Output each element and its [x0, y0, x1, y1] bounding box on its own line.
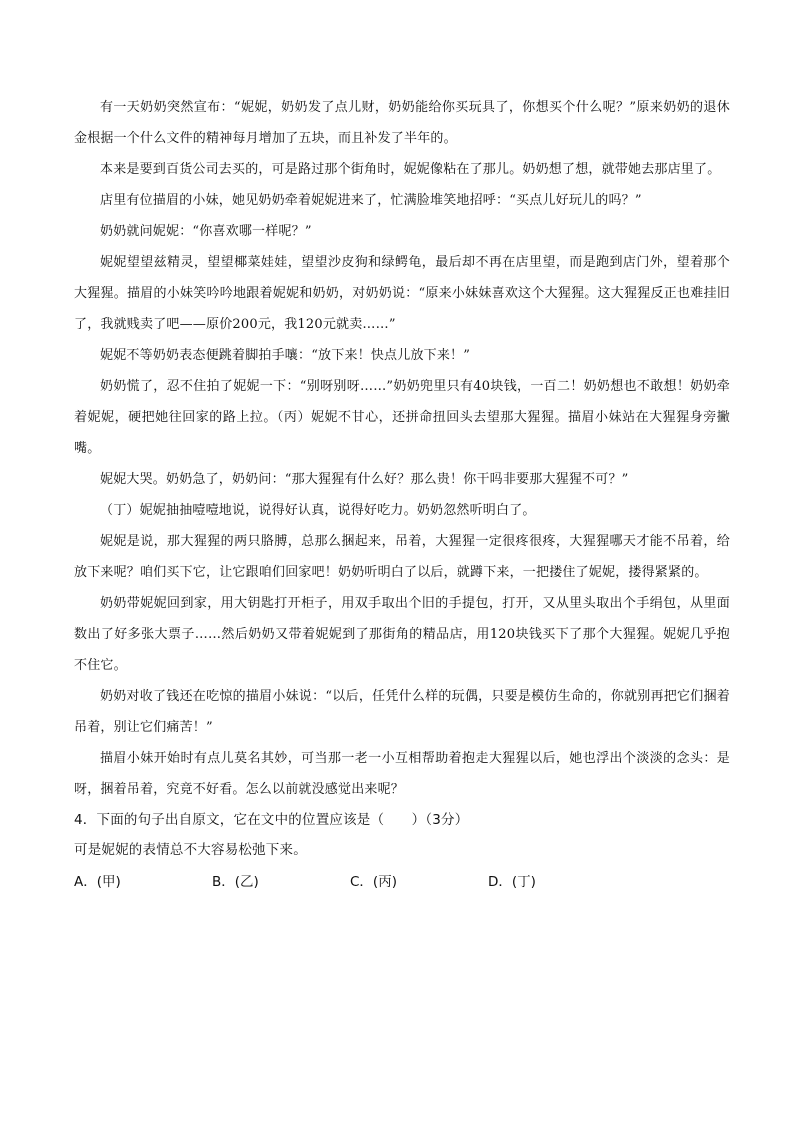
question-sentence: 可是妮妮的表情总不大容易松弛下来。 [74, 842, 307, 858]
option-d[interactable]: D．(丁) [488, 874, 536, 890]
passage-paragraph: 店里有位描眉的小妹，她见奶奶牵着妮妮进来了，忙满脸堆笑地招呼：“买点儿好玩儿的吗？” [100, 193, 642, 208]
passage-paragraph: 描眉小妹开始时有点儿莫名其妙，可当那一老一小互相帮助着抱走大猩猩以后，她也浮出个淡淡的念头：是呀，捆着吊着，究竟不好看。怎么以前就没感觉出来呢？ [74, 751, 730, 797]
question-4 [74, 805, 730, 897]
passage-paragraph: 妮妮不等奶奶表态便跳着脚拍手嚷：“放下来！快点儿放下来！” [100, 348, 471, 363]
passage-paragraph: 奶奶慌了，忍不住拍了妮妮一下：“别呀别呀……”奶奶兜里只有40块钱，一百二！奶奶想也不敢想！奶奶牵着妮妮，硬把她往回家的路上拉。（丙）妮妮不甘心，还拼命扭回头去望那大猩猩。描眉小妹站在大猩猩身旁撇嘴。 [74, 379, 730, 456]
passage-paragraph: 奶奶带妮妮回到家，用大钥匙打开柜子，用双手取出个旧的手提包，打开，又从里头取出个手绢包，从里面数出了好多张大票子……然后奶奶又带着妮妮到了那街角的精品店，用120块钱买下了那个大猩猩。妮妮几乎抱不住它。 [74, 596, 730, 673]
passage [74, 92, 730, 805]
option-a[interactable]: A．(甲) [74, 874, 121, 890]
option-c[interactable]: C．(丙) [350, 874, 397, 890]
question-stem: 4．下面的句子出自原文，它在文中的位置应该是（ ）（3分） [74, 812, 469, 828]
passage-paragraph: 有一天奶奶突然宣布：“妮妮，奶奶发了点儿财，奶奶能给你买玩具了，你想买个什么呢？”原来奶奶的退休金根据一个什么文件的精神每月增加了五块，而且补发了半年的。 [74, 100, 730, 146]
passage-paragraph: 奶奶就问妮妮：“你喜欢哪一样呢？” [100, 224, 312, 239]
passage-paragraph: 妮妮大哭。奶奶急了，奶奶问：“那大猩猩有什么好？那么贵！你干吗非要那大猩猩不可？” [100, 472, 629, 487]
document-page [74, 92, 730, 897]
answer-options [74, 867, 730, 897]
passage-paragraph: 奶奶对收了钱还在吃惊的描眉小妹说：“以后，任凭什么样的玩偶，只要是模仿生命的，你就别再把它们捆着吊着，别让它们痛苦！” [74, 689, 730, 735]
option-b[interactable]: B．(乙) [212, 874, 259, 890]
passage-paragraph: 妮妮是说，那大猩猩的两只胳膊，总那么捆起来，吊着，大猩猩一定很疼很疼，大猩猩哪天才能不吊着，给放下来呢？咱们买下它，让它跟咱们回家吧！奶奶听明白了以后，就蹲下来，一把搂住了妮妮，搂得紧紧的。 [74, 534, 730, 580]
passage-paragraph: 本来是要到百货公司去买的，可是路过那个街角时，妮妮像粘在了那儿。奶奶想了想，就带她去那店里了。 [100, 162, 721, 177]
passage-paragraph: （丁）妮妮抽抽噎噎地说，说得好认真，说得好吃力。奶奶忽然听明白了。 [100, 503, 536, 518]
passage-paragraph: 妮妮望望兹精灵，望望椰菜娃娃，望望沙皮狗和绿鳄龟，最后却不再在店里望，而是跑到店门外，望着那个大猩猩。描眉的小妹笑吟吟地跟着妮妮和奶奶，对奶奶说：“原来小妹妹喜欢这个大猩猩。这大猩猩反正也难挂旧了，我就贱卖了吧——原价200元，我120元就卖……” [74, 255, 730, 332]
